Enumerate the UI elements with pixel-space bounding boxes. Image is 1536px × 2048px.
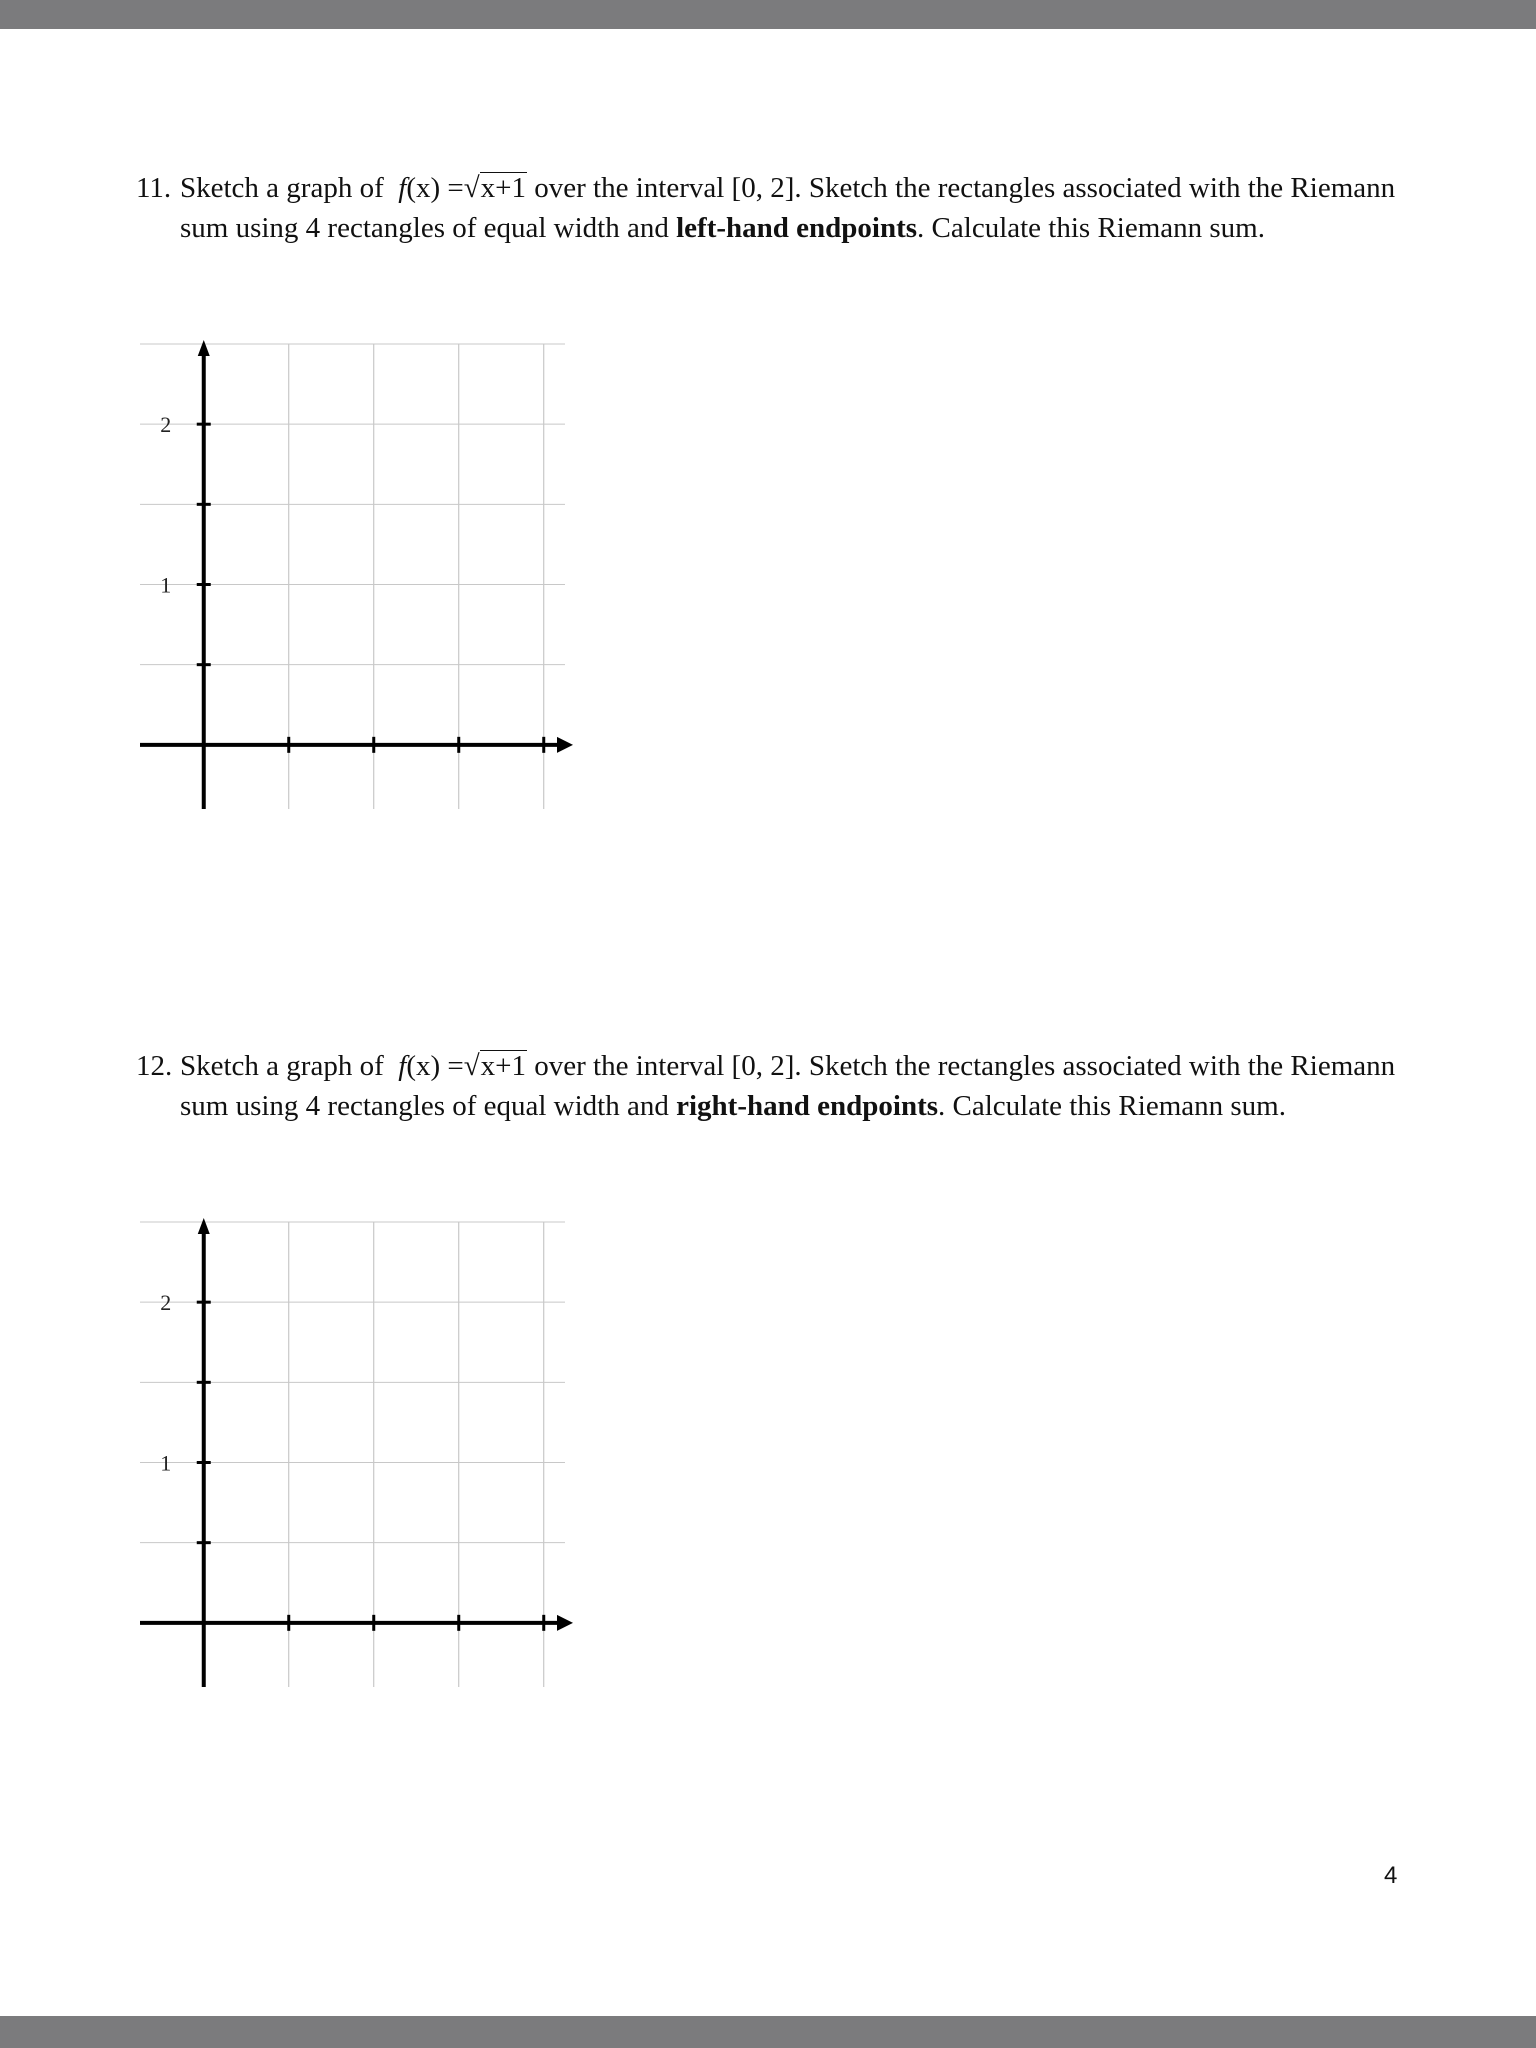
problem-text <box>180 169 1436 248</box>
endpoint-type: left-hand endpoints <box>676 211 918 244</box>
radicand: x+1 <box>480 172 527 204</box>
problem-intro: Sketch a graph of <box>180 172 384 204</box>
graph-12-svg <box>120 1187 580 1687</box>
y-tick-label: 2 <box>160 1290 172 1316</box>
endpoint-type: right-hand endpoints <box>676 1089 939 1122</box>
y-tick-label: 1 <box>160 1450 172 1476</box>
problem-intro: Sketch a graph of <box>180 1050 384 1082</box>
problem-ending: . Calculate this Riemann sum. <box>938 1089 1286 1122</box>
function-argument: (x) = <box>406 1050 464 1082</box>
y-axis-arrow <box>198 340 210 356</box>
viewer-top-bar <box>0 0 1536 29</box>
function-expression <box>391 172 527 204</box>
problem-middle: over the interval [0, 2]. Sketch the rectangles associated with the Riemann sum using 4 rectangles of equal width and <box>180 172 1396 244</box>
function-name: f <box>398 1050 407 1082</box>
page-number: 4 <box>1384 1862 1398 1889</box>
function-expression <box>391 1050 527 1082</box>
y-tick-label: 1 <box>160 572 172 598</box>
problem-text <box>180 1047 1436 1126</box>
problem-11 <box>136 169 1436 248</box>
y-tick-label: 2 <box>160 412 172 438</box>
problem-middle: over the interval [0, 2]. Sketch the rectangles associated with the Riemann sum using 4 rectangles of equal width and <box>180 1050 1396 1122</box>
function-argument: (x) = <box>406 172 464 204</box>
viewer-bottom-bar <box>0 2016 1536 2048</box>
sqrt-symbol: √ <box>463 172 480 204</box>
problem-number: 11. <box>136 172 172 204</box>
document-page <box>0 29 1536 2016</box>
function-name: f <box>398 172 407 204</box>
radicand: x+1 <box>480 1050 527 1082</box>
problem-ending: . Calculate this Riemann sum. <box>917 211 1265 244</box>
graph-11[interactable] <box>120 309 580 809</box>
problem-12 <box>136 1047 1436 1126</box>
y-axis-arrow <box>198 1218 210 1234</box>
x-axis-arrow <box>557 1615 573 1631</box>
x-axis-arrow <box>557 737 573 753</box>
graph-12[interactable] <box>120 1187 580 1687</box>
graph-11-svg <box>120 309 580 809</box>
problem-number: 12. <box>136 1050 173 1082</box>
sqrt-symbol: √ <box>463 1050 480 1082</box>
